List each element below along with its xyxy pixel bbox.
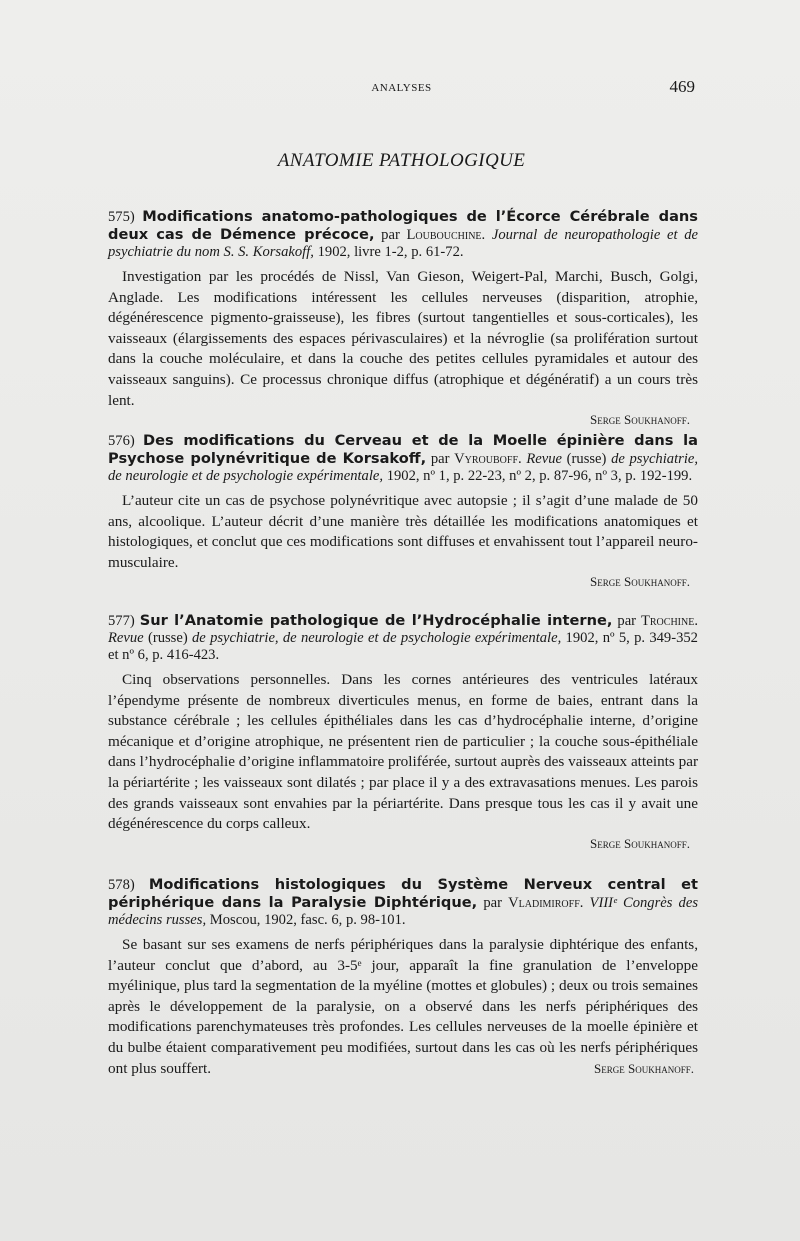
article-578 xyxy=(108,876,698,1079)
article-577 xyxy=(108,612,698,852)
article-author: Vladimiroff. xyxy=(508,895,584,911)
article-number: 578) xyxy=(108,877,135,893)
article-by: par xyxy=(381,227,400,243)
article-citation: 1902, nº 1, p. 22-23, nº 2, p. 87-96, nº 3, p. 192-199. xyxy=(386,468,693,484)
article-by: par xyxy=(617,613,637,629)
article-number: 575) xyxy=(108,209,135,225)
article-signature: Serge Soukhanoff. xyxy=(590,574,690,590)
article-by: par xyxy=(483,895,502,911)
article-number: 577) xyxy=(108,613,135,629)
article-576 xyxy=(108,432,698,590)
page-number: 469 xyxy=(669,77,695,96)
article-heading xyxy=(108,876,698,929)
article-body-text: Se basant sur ses examens de nerfs périphériques dans la paralysie diphtérique des enfants, l’auteur conclut que d’abord, au 3-5ᵉ jour, apparaît la fine granulation de l’enveloppe myélinique, plus tard la segmentation de la myéline (mottes et globules) ; deux ou trois semaines après le développement de la paralysie, on a observé dans les nerfs périphériques des modifications parenchymateuses très profondes. Les cellules nerveuses de la moelle épinière et du bulbe étaient comparativement peu modifiées, surtout dans les cas où les nerfs périphériques ont plus souffert. xyxy=(108,936,698,1077)
article-body: Investigation par les procédés de Nissl, Van Gieson, Weigert-Pal, Marchi, Busch, Golgi, Anglade. Les modifications intéressent les cellules nerveuses (disparition, atrophie, dégénérescence pigmento-graisseuse), les fibres (surtout tangentielles et sous-corticales), les vaisseaux (élargissements des espaces périvasculaires) et la névroglie (sa prolifération surtout dans la couche moléculaire, et dans la couche des petites cellules pyramidales et autour des vaisseaux sanguins). Ce processus chronique diffus (atrophique et dégénératif) a un cours très lent. xyxy=(108,268,698,409)
article-title: Des modifications du Cerveau et de la Moelle épinière dans la Psychose polynévritique de Korsakoff, xyxy=(108,432,698,467)
article-source-note: (russe) xyxy=(566,451,607,467)
running-head-title: ANALYSES xyxy=(371,82,432,94)
article-signature: Serge Soukhanoff. xyxy=(594,1060,694,1076)
article-number: 576) xyxy=(108,433,135,449)
article-source: Journal de neuropathologie et de psychiatrie du nom S. S. Korsakoff, xyxy=(108,227,698,260)
article-title: Modifications anatomo-pathologiques de l’Écorce Cérébrale dans deux cas de Démence précoce, xyxy=(108,208,698,243)
article-heading xyxy=(108,432,698,485)
article-author: Trochine. xyxy=(640,613,698,629)
section-title: ANATOMIE PATHOLOGIQUE xyxy=(277,150,526,171)
article-author: Loubouchine. xyxy=(406,227,486,243)
article-heading xyxy=(108,208,698,261)
article-body xyxy=(108,935,698,1079)
article-citation: Moscou, 1902, fasc. 6, p. 98-101. xyxy=(209,912,406,928)
article-source-note: (russe) xyxy=(147,630,188,646)
article-title: Modifications histologiques du Système Nerveux central et périphérique dans la Paralysie Diphtérique, xyxy=(108,876,698,911)
article-author: Vyrouboff. xyxy=(454,451,522,467)
article-signature: Serge Soukhanoff. xyxy=(590,835,690,851)
article-source-prefix: Revue xyxy=(526,451,562,467)
article-heading xyxy=(108,612,698,664)
article-source: de psychiatrie, de neurologie et de psychologie expérimentale, xyxy=(108,451,698,484)
article-575 xyxy=(108,208,698,428)
article-body: L’auteur cite un cas de psychose polynévritique avec autopsie ; il s’agit d’une malade de 50 ans, alcoolique. L’auteur décrit d’une manière très détaillée les modifications anatomiques et histologiques, et conclut que ces modifications sont diffuses et envahissent tout l’appareil neuro-musculaire. xyxy=(108,492,698,571)
article-citation: 1902, nº 5, p. 349-352 et nº 6, p. 416-423. xyxy=(108,630,698,663)
article-source: de psychiatrie, de neurologie et de psychologie expérimentale, xyxy=(192,630,562,646)
article-citation: 1902, livre 1-2, p. 61-72. xyxy=(317,244,464,260)
article-source-prefix: Revue xyxy=(108,630,144,646)
article-body: Cinq observations personnelles. Dans les cornes antérieures des ventricules latéraux l’épendyme présente de nombreux diverticules menus, en forme de baies, entrant dans la substance cérébrale ; les cellules épithéliales dans les cas d’hydrocéphalie interne, d’origine mécanique et d’origine atrophique, ne présentent rien de particulier ; la couche sous-épithéliale dans l’hydrocéphalie d’origine inflammatoire proliférée, surtout auprès des vaisseaux atteints par la périartérite ; les vaisseaux sont dilatés ; par place il y a des extravasations menues. Les parois des grands vaisseaux sont envahies par la périartérite. Dans presque tous les cas il y avait une dégénérescence du corps calleux. xyxy=(108,671,698,833)
article-signature: Serge Soukhanoff. xyxy=(590,412,690,428)
running-head xyxy=(108,77,695,99)
article-by: par xyxy=(430,451,450,467)
article-title: Sur l’Anatomie pathologique de l’Hydrocéphalie interne, xyxy=(139,612,613,629)
article-source: VIIIᵉ Congrès des médecins russes, xyxy=(108,895,699,928)
